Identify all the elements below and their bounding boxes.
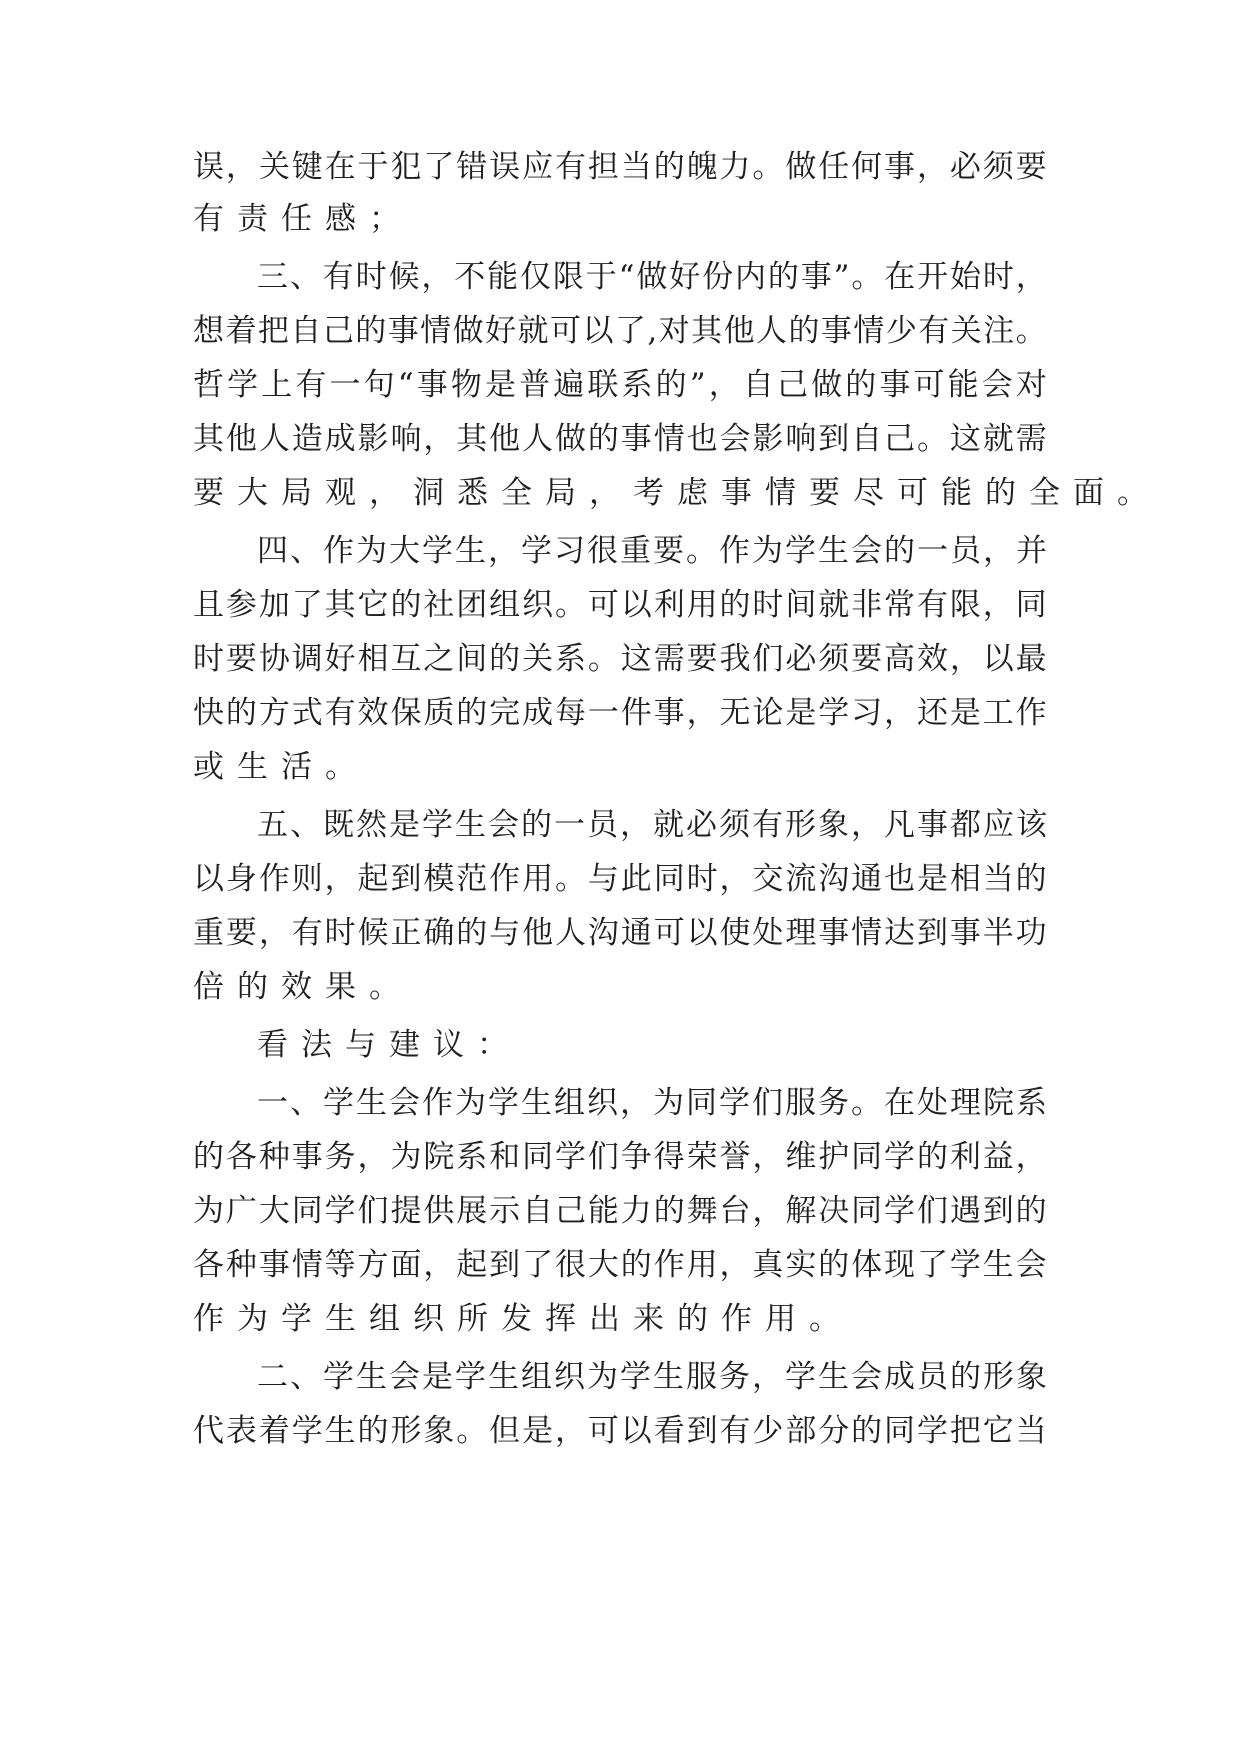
text-line: 有责任感； [193,201,413,237]
text-line: 重 要 ， 有 时 候 正 确 的 与 他 人 沟 通 可 以 使 处 理 事 情 达 到 事 半 功 [193,915,1047,951]
text-line: 或生活。 [193,749,369,785]
text-line: 误 ， 关 键 在 于 犯 了 错 误 应 有 担 当 的 魄 力 。 做 任 何 事 ， 必 须 要 [193,149,1047,185]
text-line: 作为学生组织所发挥出来的作用。 [193,1301,853,1337]
text-line: 以 身 作 则 ， 起 到 模 范 作 用 。 与 此 同 时 ， 交 流 沟 通 也 是 相 当 的 [193,861,1047,897]
text-line: 时 要 协 调 好 相 互 之 间 的 关 系 。 这 需 要 我 们 必 须 要 高 效 ， 以 最 [193,641,1047,677]
text-line: 为 广 大 同 学 们 提 供 展 示 自 己 能 力 的 舞 台 ， 解 决 同 学 们 遇 到 的 [193,1193,1047,1229]
suggestion-2-start: 二 、 学 生 会 是 学 生 组 织 为 学 生 服 务 ， 学 生 会 成 员 的 形 象 [257,1359,1047,1395]
text-line: 要大局观，洞悉全局，考虑事情要尽可能的全面。 [193,475,1161,511]
suggestion-1-start: 一 、 学 生 会 作 为 学 生 组 织 ， 为 同 学 们 服 务 。 在 处 理 院 系 [257,1085,1047,1121]
paragraph-5-start: 五 、 既 然 是 学 生 会 的 一 员 ， 就 必 须 有 形 象 ， 凡 事 都 应 该 [257,807,1047,843]
text-line: 代 表 着 学 生 的 形 象 。 但 是 ， 可 以 看 到 有 少 部 分 的 同 学 把 它 当 [193,1413,1047,1449]
text-line: 想 着 把 自 己 的 事 情 做 好 就 可 以 了 , 对 其 他 人 的 事 情 少 有 关 注 。 [193,313,1047,349]
text-line: 其 他 人 造 成 影 响 ， 其 他 人 做 的 事 情 也 会 影 响 到 自 己 。 这 就 需 [193,421,1047,457]
text-line: 快 的 方 式 有 效 保 质 的 完 成 每 一 件 事 ， 无 论 是 学 习 ， 还 是 工 作 [193,695,1047,731]
text-line: 哲 学 上 有 一 句 “ 事 物 是 普 遍 联 系 的 ” ， 自 己 做 的 事 可 能 会 对 [193,367,1047,403]
paragraph-4-start: 四 、 作 为 大 学 生 ， 学 习 很 重 要 。 作 为 学 生 会 的 一 员 ， 并 [257,533,1047,569]
text-line: 且 参 加 了 其 它 的 社 团 组 织 。 可 以 利 用 的 时 间 就 非 常 有 限 ， 同 [193,587,1047,623]
paragraph-3-start: 三 、 有 时 候 ， 不 能 仅 限 于 “ 做 好 份 内 的 事 ” 。 在 开 始 时 ， [257,259,1047,295]
text-line: 各 种 事 情 等 方 面 ， 起 到 了 很 大 的 作 用 ， 真 实 的 体 现 了 学 生 会 [193,1247,1047,1283]
text-line: 倍的效果。 [193,969,413,1005]
text-line: 的 各 种 事 务 ， 为 院 系 和 同 学 们 争 得 荣 誉 ， 维 护 同 学 的 利 益 ， [193,1139,1047,1175]
section-heading: 看法与建议： [257,1027,521,1063]
